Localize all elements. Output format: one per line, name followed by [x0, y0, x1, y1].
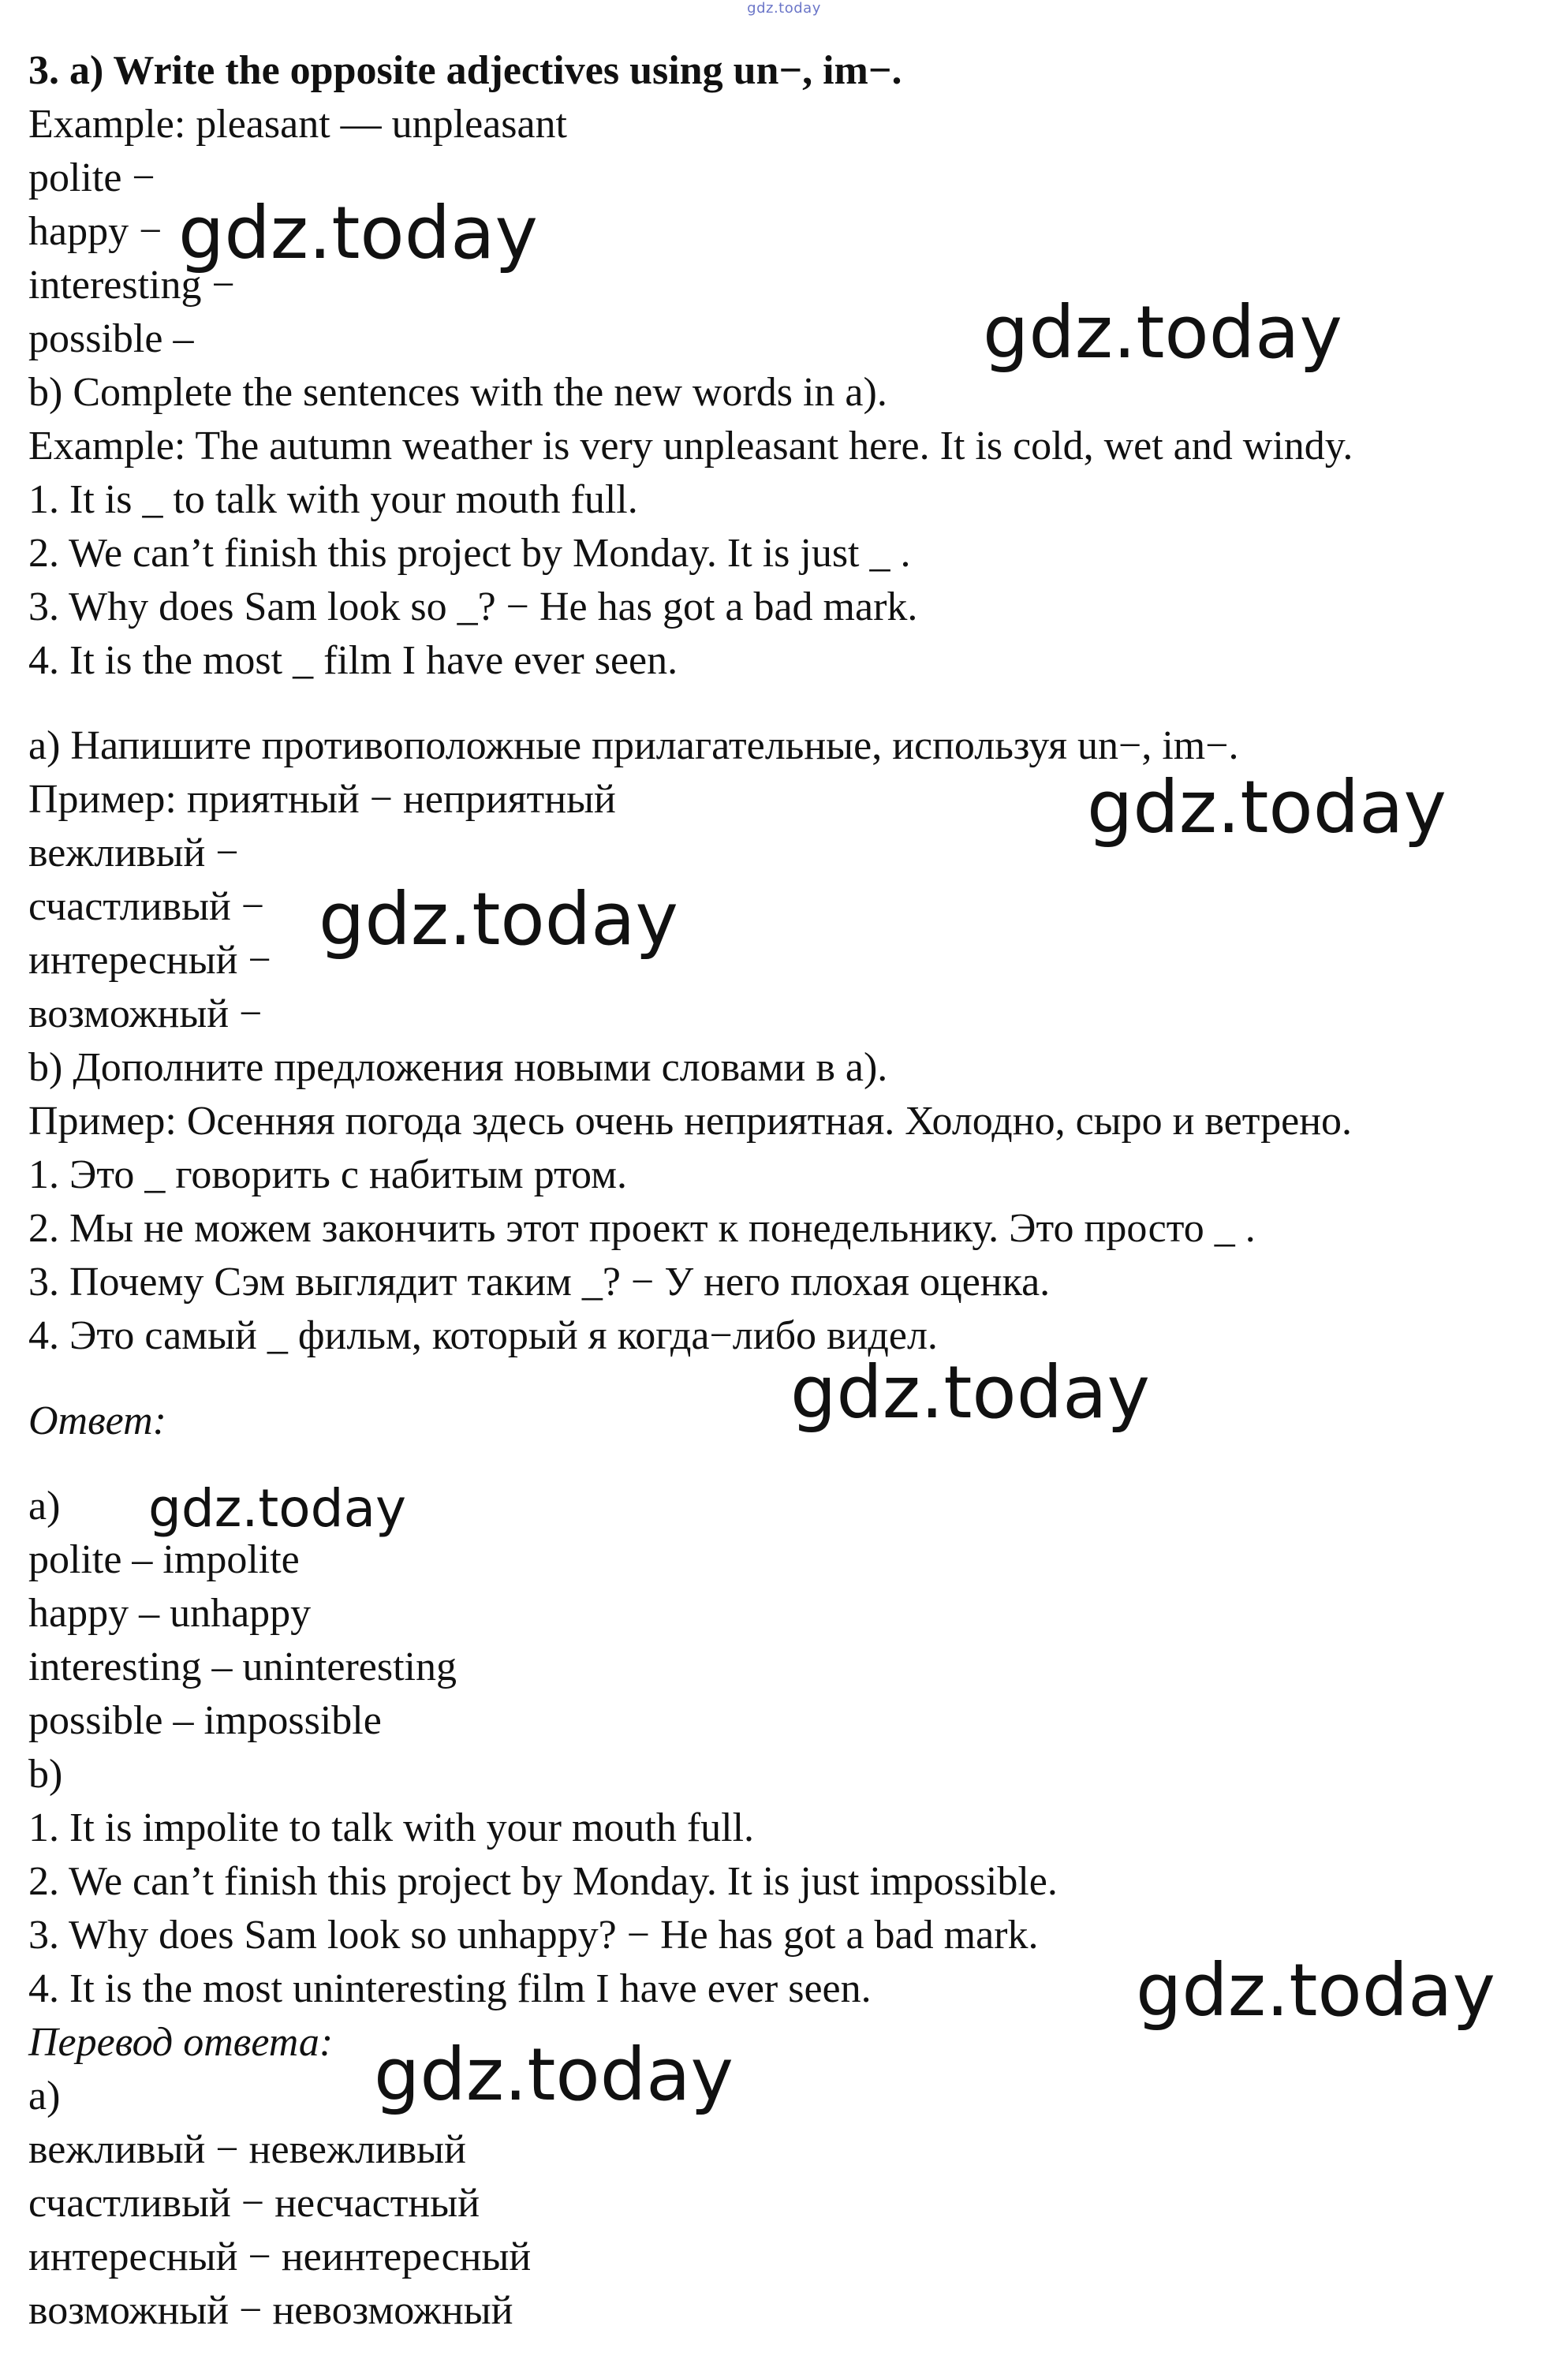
task-word: possible – — [28, 316, 194, 361]
answer-sentence: 3. Why does Sam look so unhappy? − He has got a bad mark. — [28, 1913, 1039, 1958]
answer-translation-pair: возможный − невозможный — [28, 2288, 513, 2333]
translation-word: интересный − — [28, 938, 271, 983]
answer-part-b-label: b) — [28, 1752, 63, 1797]
answer-label: Ответ: — [28, 1398, 166, 1443]
watermark: gdz.today — [1136, 1948, 1495, 2033]
answer-sentence: 4. It is the most uninteresting film I have ever seen. — [28, 1966, 872, 2011]
task-example: Example: pleasant — unpleasant — [28, 102, 568, 147]
watermark: gdz.today — [319, 877, 678, 961]
task-sentence: 3. Why does Sam look so _? − He has got a bad mark. — [28, 584, 918, 629]
watermark: gdz.today — [178, 191, 538, 275]
watermark: gdz.today — [374, 2033, 734, 2117]
task-heading: 3. a) Write the opposite adjectives using un−, im−. — [28, 48, 902, 93]
task-part-b-example: Example: The autumn weather is very unpleasant here. It is cold, wet and windy. — [28, 424, 1353, 469]
document-body — [28, 44, 1551, 2338]
answer-translation-pair: счастливый − несчастный — [28, 2181, 480, 2226]
answer-pair: possible – impossible — [28, 1698, 382, 1743]
task-word: interesting − — [28, 263, 235, 308]
translation-word: вежливый − — [28, 831, 239, 875]
answer-pair: happy – unhappy — [28, 1591, 312, 1636]
answer-sentence: 2. We can’t finish this project by Monday. It is just impossible. — [28, 1859, 1058, 1904]
task-part-b-heading: b) Complete the sentences with the new words in a). — [28, 370, 887, 415]
task-sentence: 4. It is the most _ film I have ever seen. — [28, 638, 678, 683]
section-gap — [28, 1448, 1551, 1480]
watermark: gdz.today — [790, 1350, 1150, 1435]
answer-translation-part-a-label: а) — [28, 2074, 61, 2119]
translation-word: счастливый − — [28, 884, 265, 929]
top-watermark: gdz.today — [747, 0, 821, 17]
watermark: gdz.today — [1087, 765, 1447, 849]
task-word: polite − — [28, 155, 155, 200]
translation-heading: a) Напишите противоположные прилагательные, используя un−, im−. — [28, 723, 1239, 768]
translation-example: Пример: приятный − неприятный — [28, 777, 616, 822]
section-gap — [28, 688, 1551, 719]
watermark: gdz.today — [148, 1478, 407, 1539]
task-sentence: 2. We can’t finish this project by Monday. It is just _ . — [28, 531, 911, 576]
answer-pair: polite – impolite — [28, 1537, 300, 1582]
section-gap — [28, 1363, 1551, 1394]
watermark: gdz.today — [983, 290, 1342, 375]
task-word: happy − — [28, 209, 162, 254]
translation-part-b-heading: b) Дополните предложения новыми словами в а). — [28, 1045, 888, 1090]
translation-sentence: 1. Это _ говорить с набитым ртом. — [28, 1152, 627, 1197]
answer-translation-pair: интересный − неинтересный — [28, 2234, 532, 2279]
answer-sentence: 1. It is impolite to talk with your mouth full. — [28, 1805, 755, 1850]
translation-sentence: 2. Мы не можем закончить этот проект к понедельнику. Это просто _ . — [28, 1206, 1256, 1251]
answer-part-a-label: a) — [28, 1484, 61, 1529]
translation-sentence: 4. Это самый _ фильм, который я когда−либо видел. — [28, 1313, 938, 1358]
task-sentence: 1. It is _ to talk with your mouth full. — [28, 477, 638, 522]
answer-pair: interesting – uninteresting — [28, 1644, 457, 1689]
answer-translation-label: Перевод ответа: — [28, 2020, 334, 2065]
translation-word: возможный − — [28, 991, 263, 1036]
translation-sentence: 3. Почему Сэм выглядит таким _? − У него плохая оценка. — [28, 1260, 1051, 1305]
translation-part-b-example: Пример: Осенняя погода здесь очень неприятная. Холодно, сыро и ветрено. — [28, 1099, 1353, 1144]
answer-translation-pair: вежливый − невежливый — [28, 2127, 466, 2172]
